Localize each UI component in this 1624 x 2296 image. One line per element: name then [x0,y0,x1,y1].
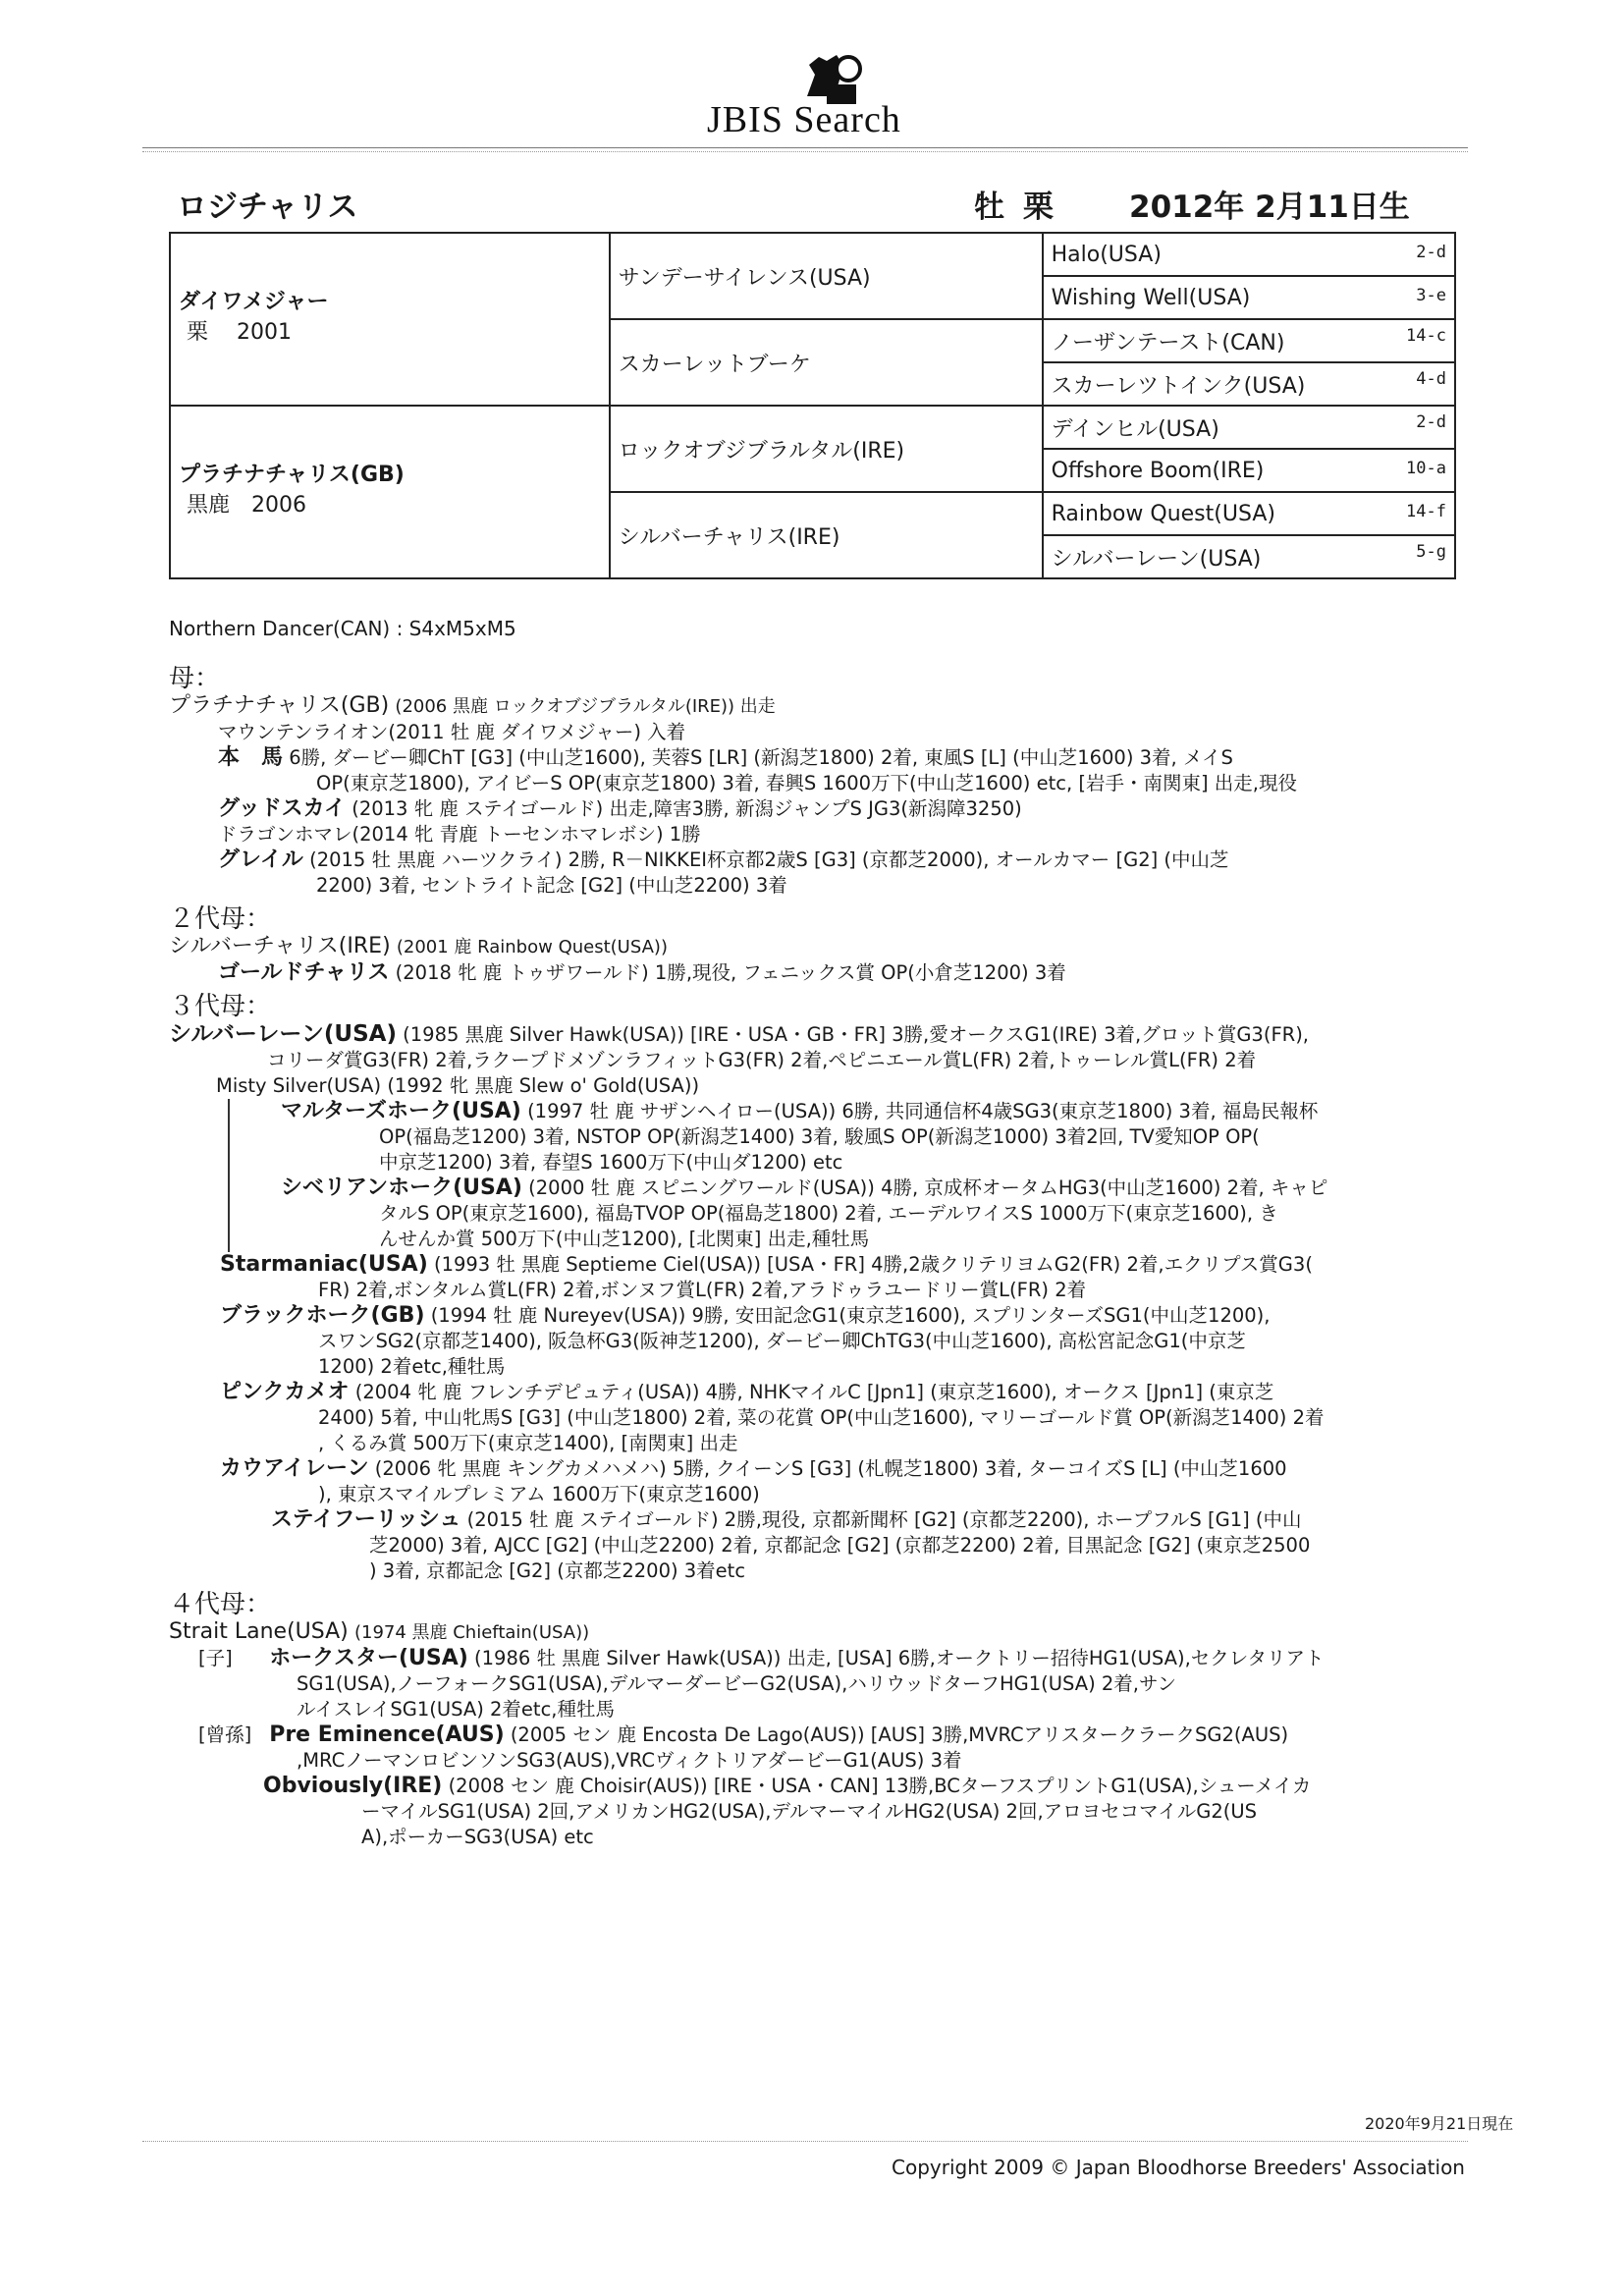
as-of-date: 2020年9月21日現在 [1365,2114,1514,2133]
offspring-record-cont: ) 3着, 京都記念 [G2] (京都芝2200) 3着etc [369,1559,746,1582]
dam-line-name: シルバーレーン(USA) [169,1021,397,1047]
pedigree-gen3-cell[interactable] [1043,276,1455,319]
dam-info: 黒鹿 2006 [187,493,306,518]
gen3-name: Halo(USA) [1051,242,1162,267]
offspring-name: ブラックホーク(GB) [220,1303,425,1328]
self-record: 6勝, ダービー卿ChT [G3] (中山芝1600), 芙蓉S [LR] (新潟芝1800) 2着, 東風S [L] (中山芝1600) 3着, メイS [289,746,1233,769]
gen3-name: デインヒル(USA) [1051,416,1219,442]
gen3-name: スカーレツトインク(USA) [1051,373,1306,399]
self-record-cont: OP(東京芝1800), アイビーS OP(東京芝1800) 3着, 春興S 1600万下(中山芝1600) etc, [岩手・南関東] 出走,現役 [316,772,1297,794]
footer-rule [142,2141,1468,2142]
family-tree [228,1099,1475,1252]
descendant-record-cont: A),ポーカーSG3(USA) etc [361,1826,594,1848]
offspring-line: ドラゴンホマレ(2014 牝 青鹿 トーセンホマレボシ) 1勝 [218,823,701,846]
gen2-name: サンデーサイレンス(USA) [618,265,871,291]
relation-tag: [子] [198,1647,233,1669]
descendant-name: Pre Eminence(AUS) [269,1722,505,1747]
family-number: 10-a [1406,458,1446,478]
gen3-name: ノーザンテースト(CAN) [1051,330,1285,355]
pedigree-gen2-cell[interactable] [610,319,1043,406]
offspring-name: カウアイレーン [220,1456,369,1481]
horse-color: 栗 [1023,190,1054,225]
offspring-name: マルターズホーク(USA) [281,1099,521,1123]
dam-line-info-cont: コリーダ賞G3(FR) 2着,ラクープドメゾンラフィットG3(FR) 2着,ペピニエール賞L(FR) 2着,トゥーレル賞L(FR) 2着 [267,1049,1257,1071]
descendant-record-cont: ,MRCノーマンロビンソンSG3(AUS),VRCヴィクトリアダービーG1(AUS) 3着 [297,1749,962,1772]
offspring-name: グッドスカイ [218,796,347,821]
pedigree-table [169,232,1456,579]
header-rule [142,147,1468,148]
pedigree-gen3-cell[interactable] [1043,233,1455,276]
offspring-line [169,1303,1475,1380]
dam-line-info: (1974 黒鹿 Chieftain(USA)) [353,1622,590,1643]
descendant-line [169,1722,1475,1774]
descendant-record: (2008 セン 鹿 Choisir(AUS)) [IRE・USA・CAN] 13勝,BCターフスプリントG1(USA),シューメイカ [448,1775,1312,1797]
family-number: 2-d [1416,411,1446,432]
offspring-record: (2018 牝 鹿 トゥザワールド) 1勝,現役, フェニックス賞 OP(小倉芝1200) 3着 [395,961,1066,984]
family-number: 5-g [1416,541,1446,562]
offspring-record: (2006 牝 黒鹿 キングカメハメハ) 5勝, クイーンS [G3] (札幌芝1800) 3着, ターコイズS [L] (中山芝1600 [374,1457,1287,1480]
offspring-record: (2015 牡 黒鹿 ハーツクライ) 2勝, R－NIKKEI杯京都2歳S [G3] (京都芝2000), オールカマー [G2] (中山芝 [309,848,1229,871]
dam-line-info: (2001 鹿 Rainbow Quest(USA)) [396,937,668,957]
pedigree-gen3-cell[interactable] [1043,406,1455,449]
pedigree-gen2-cell[interactable] [610,233,1043,319]
dam-line [169,934,1475,960]
offspring-record: (1994 牡 鹿 Nureyev(USA)) 9勝, 安田記念G1(東京芝1600), スプリンターズSG1(中山芝1200), [430,1304,1271,1327]
sire-info: 栗 2001 [187,320,292,345]
gen3-name: Offshore Boom(IRE) [1051,458,1265,483]
offspring-record: (2004 牝 鹿 フレンチデピュティ(USA)) 4勝, NHKマイルC [Jpn1] (東京芝1600), オークス [Jpn1] (東京芝 [354,1381,1274,1403]
section-heading: ２代母： [169,904,272,934]
gen3-name: シルバーレーン(USA) [1051,546,1262,572]
inbreeding-note: Northern Dancer(CAN) : S4xM5xM5 [169,617,516,640]
offspring-name: Starmaniac(USA) [220,1252,428,1277]
offspring-line [169,1456,1475,1507]
descendant-record: (1986 牡 黒鹿 Silver Hawk(USA)) 出走, [USA] 6勝,オークトリー招待HG1(USA),セクレタリアト [474,1647,1325,1669]
dam-line-info: (1985 黒鹿 Silver Hawk(USA)) [IRE・USA・GB・FR] 3勝,愛オークスG1(IRE) 3着,グロット賞G3(FR), [403,1023,1310,1046]
descendant-name: ホークスター(USA) [269,1646,468,1670]
offspring-name: シベリアンホーク(USA) [281,1175,522,1200]
offspring-line [169,960,1475,986]
family-number: 14-f [1406,501,1446,521]
descendant-record-cont: ルイスレイSG1(USA) 2着etc,種牡馬 [297,1698,615,1721]
offspring-record: (2013 牝 鹿 ステイゴールド) 出走,障害3勝, 新潟ジャンプS JG3(新潟障3250) [352,797,1022,820]
offspring-name: ステイフーリッシュ [271,1507,461,1532]
gen2-name: スカーレットブーケ [618,352,811,377]
offspring-record-cont: 芝2000) 3着, AJCC [G2] (中山芝2200) 2着, 京都記念 [G2] (京都芝2200) 2着, 目黒記念 [G2] (東京芝2500 [369,1534,1311,1557]
offspring-line [169,796,1475,822]
dam-line-name: Strait Lane(USA) [169,1619,349,1644]
gen3-name: Wishing Well(USA) [1051,285,1251,310]
descendant-line [169,1646,1475,1722]
pedigree-dam[interactable] [170,406,610,578]
horse-name: ロジチャリス [177,190,358,225]
gen2-name: ロックオブジブラルタル(IRE) [618,438,905,464]
offspring-line [169,847,1475,899]
section-heading: 母： [169,664,221,693]
section-heading: ３代母： [169,992,272,1021]
offspring-record-cont: FR) 2着,ボンタルム賞L(FR) 2着,ボンヌフ賞L(FR) 2着,アラドゥラユードリー賞L(FR) 2着 [318,1279,1087,1301]
grand-offspring-line [249,1175,1475,1252]
pedigree-gen3-cell[interactable] [1043,362,1455,406]
offspring-name: ゴールドチャリス [218,960,390,985]
offspring-record-cont: 1200) 2着etc,種牡馬 [318,1355,506,1378]
horse-birth: 2012年 2月11日生 [1129,190,1410,225]
descendant-record-cont: ーマイルSG1(USA) 2回,アメリカンHG2(USA),デルマーマイルHG2(USA) 2回,アロヨセコマイルG2(US [361,1800,1258,1823]
descendant-record: (2005 セン 鹿 Encosta De Lago(AUS)) [AUS] 3勝,MVRCアリスタークラークSG2(AUS) [510,1723,1289,1746]
self-label: 本 馬 [218,745,284,770]
dam-line-name: シルバーチャリス(IRE) [169,934,391,958]
header-rule-dotted [142,151,1468,152]
offspring-record: (1997 牡 鹿 サザンヘイロー(USA)) 6勝, 共同通信杯4歳SG3(東京芝1800) 3着, 福島民報杯 [527,1100,1319,1122]
pedigree-gen2-cell[interactable] [610,492,1043,578]
gen3-name: Rainbow Quest(USA) [1051,501,1275,526]
offspring-name: ピンクカメオ [220,1380,350,1404]
offspring-record-cont: OP(福島芝1200) 3着, NSTOP OP(新潟芝1400) 3着, 駿風S OP(新潟芝1000) 3着2回, TV愛知OP OP( [379,1125,1260,1148]
offspring-record-cont: 中京芝1200) 3着, 春望S 1600万下(中山ダ1200) etc [379,1151,843,1174]
offspring-record-cont: スワンSG2(京都芝1400), 阪急杯G3(阪神芝1200), ダービー卿ChTG3(中山芝1600), 高松宮記念G1(中京芝 [318,1330,1246,1352]
logo-text: JBIS Search [707,99,901,140]
pedigree-gen3-cell[interactable] [1043,535,1455,578]
family-number: 14-c [1406,325,1446,346]
pedigree-gen3-cell[interactable] [1043,492,1455,535]
dam-line-name: プラチナチャリス(GB) [169,693,390,718]
horse-sex: 牡 [974,190,1004,225]
family-number: 3-e [1416,285,1446,305]
gen2-name: シルバーチャリス(IRE) [618,524,840,550]
jbis-logo [707,47,943,145]
offspring-line [169,1252,1475,1303]
section-heading: ４代母： [169,1590,272,1619]
offspring-record-cont: 2400) 5着, 中山牝馬S [G3] (中山芝1800) 2着, 菜の花賞 OP(中山芝1600), マリーゴールド賞 OP(新潟芝1400) 2着 [318,1406,1325,1429]
sire-name: ダイワメジャー [179,290,329,314]
offspring-line: マウンテンライオン(2011 牡 鹿 ダイワメジャー) 入着 [218,721,686,743]
dam-line [169,1619,1475,1646]
copyright-notice: Copyright 2009 © Japan Bloodhorse Breeders' Association [892,2156,1465,2179]
family-content [169,658,1475,1850]
offspring-record-cont: んせんか賞 500万下(中山芝1200), [北関東] 出走,種牡馬 [379,1228,870,1250]
pedigree-gen2-cell[interactable] [610,406,1043,492]
family-number: 2-d [1416,242,1446,262]
offspring-record: (2015 牡 鹿 ステイゴールド) 2勝,現役, 京都新聞杯 [G2] (京都芝2200), ホープフルS [G1] (中山 [466,1508,1302,1531]
grand-offspring-line [249,1099,1475,1175]
dam-line [169,693,1475,720]
descendant-line [169,1774,1475,1850]
family-number: 4-d [1416,368,1446,389]
offspring-record-cont: ), 東京スマイルプレミアム 1600万下(東京芝1600) [318,1483,760,1505]
offspring-line [169,1380,1475,1456]
descendant-record-cont: SG1(USA),ノーフォークSG1(USA),デルマーダービーG2(USA),ハリウッドターフHG1(USA) 2着,サン [297,1672,1177,1695]
descendant-name: Obviously(IRE) [263,1774,443,1798]
dam-line [169,1021,1475,1073]
pedigree-sire[interactable] [170,233,610,406]
offspring-record-cont: , くるみ賞 500万下(東京芝1400), [南関東] 出走 [318,1432,738,1454]
offspring-line [169,745,1475,796]
offspring-record-cont: タルS OP(東京芝1600), 福島TVOP OP(福島芝1800) 2着, エーデルワイスS 1000万下(東京芝1600), き [379,1202,1278,1225]
relation-tag: [曾孫] [198,1723,252,1746]
grand-offspring-line [169,1507,1475,1584]
offspring-record: (2000 牡 鹿 スピニングワールド(USA)) 4勝, 京成杯オータムHG3(中山芝1600) 2着, キャピ [528,1176,1328,1199]
offspring-name: グレイル [218,847,303,872]
offspring-line: Misty Silver(USA) (1992 牝 黒鹿 Slew o' Gold(USA)) [216,1074,700,1097]
dam-line-info: (2006 黒鹿 ロックオブジブラルタル(IRE)) 出走 [395,696,776,717]
dam-name: プラチナチャリス(GB) [179,463,405,487]
pedigree-gen3-cell[interactable] [1043,319,1455,362]
pedigree-gen3-cell[interactable] [1043,449,1455,492]
offspring-record-cont: 2200) 3着, セントライト記念 [G2] (中山芝2200) 3着 [316,874,787,897]
offspring-record: (1993 牡 黒鹿 Septieme Ciel(USA)) [USA・FR] 4勝,2歳クリテリヨムG2(FR) 2着,エクリプス賞G3( [433,1253,1313,1276]
